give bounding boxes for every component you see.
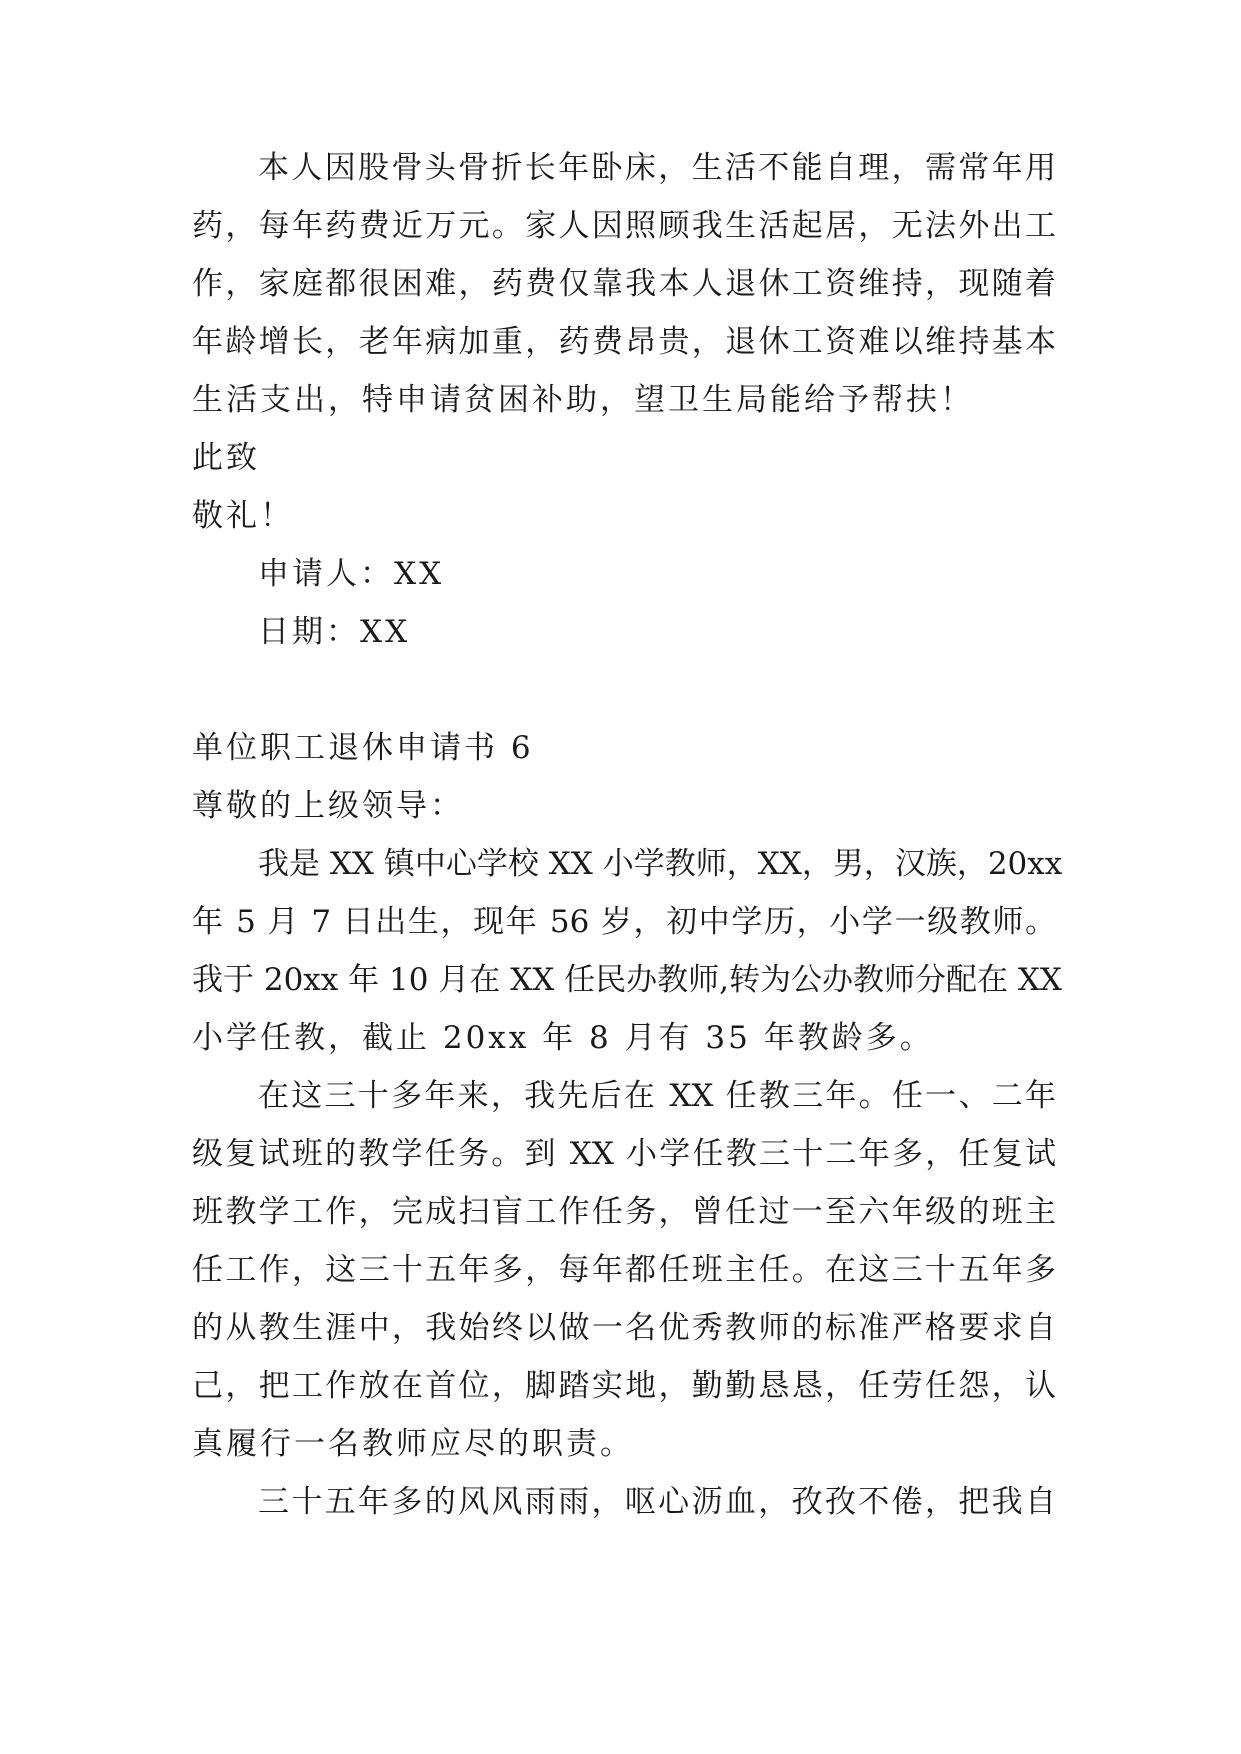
paragraph-line: 级复试班的教学任务。到 XX 小学任教三十二年多，任复试	[192, 1136, 1056, 1172]
date-line: 日期：XX	[258, 614, 411, 650]
paragraph-line: 年 5 月 7 日出生，现年 56 岁，初中学历，小学一级教师。	[192, 904, 1056, 940]
paragraph-line: 三十五年多的风风雨雨，呕心沥血，孜孜不倦，把我自	[258, 1484, 1056, 1520]
paragraph-line: 班教学工作，完成扫盲工作任务，曾任过一至六年级的班主	[192, 1194, 1056, 1230]
greeting: 尊敬的上级领导：	[192, 788, 464, 824]
paragraph-line: 本人因股骨头骨折长年卧床，生活不能自理，需常年用	[258, 150, 1056, 186]
paragraph-line: 作，家庭都很困难，药费仅靠我本人退休工资维持，现随着	[192, 266, 1056, 302]
applicant-line: 申请人：XX	[258, 556, 445, 592]
paragraph-line: 生活支出，特申请贫困补助，望卫生局能给予帮扶！	[192, 382, 974, 418]
paragraph-line: 我于 20xx 年 10 月在 XX 任民办教师,转为公办教师分配在 XX	[192, 962, 1062, 998]
paragraph-line: 的从教生涯中，我始终以做一名优秀教师的标准严格要求自	[192, 1310, 1056, 1346]
paragraph-line: 年龄增长，老年病加重，药费昂贵，退休工资难以维持基本	[192, 324, 1056, 360]
closing-salutation: 此致	[192, 440, 260, 476]
closing-respect: 敬礼！	[192, 498, 294, 534]
section-title: 单位职工退休申请书 6	[192, 730, 534, 766]
paragraph-line: 真履行一名教师应尽的职责。	[192, 1426, 634, 1462]
paragraph-line: 我是 XX 镇中心学校 XX 小学教师，XX，男，汉族，20xx	[258, 846, 1063, 882]
paragraph-line: 任工作，这三十五年多，每年都任班主任。在这三十五年多	[192, 1252, 1056, 1288]
paragraph-line: 小学任教，截止 20xx 年 8 月有 35 年教龄多。	[192, 1020, 934, 1056]
paragraph-line: 己，把工作放在首位，脚踏实地，勤勤恳恳，任劳任怨，认	[192, 1368, 1056, 1404]
paragraph-line: 药，每年药费近万元。家人因照顾我生活起居，无法外出工	[192, 208, 1056, 244]
paragraph-line: 在这三十多年来，我先后在 XX 任教三年。任一、二年	[258, 1078, 1056, 1114]
